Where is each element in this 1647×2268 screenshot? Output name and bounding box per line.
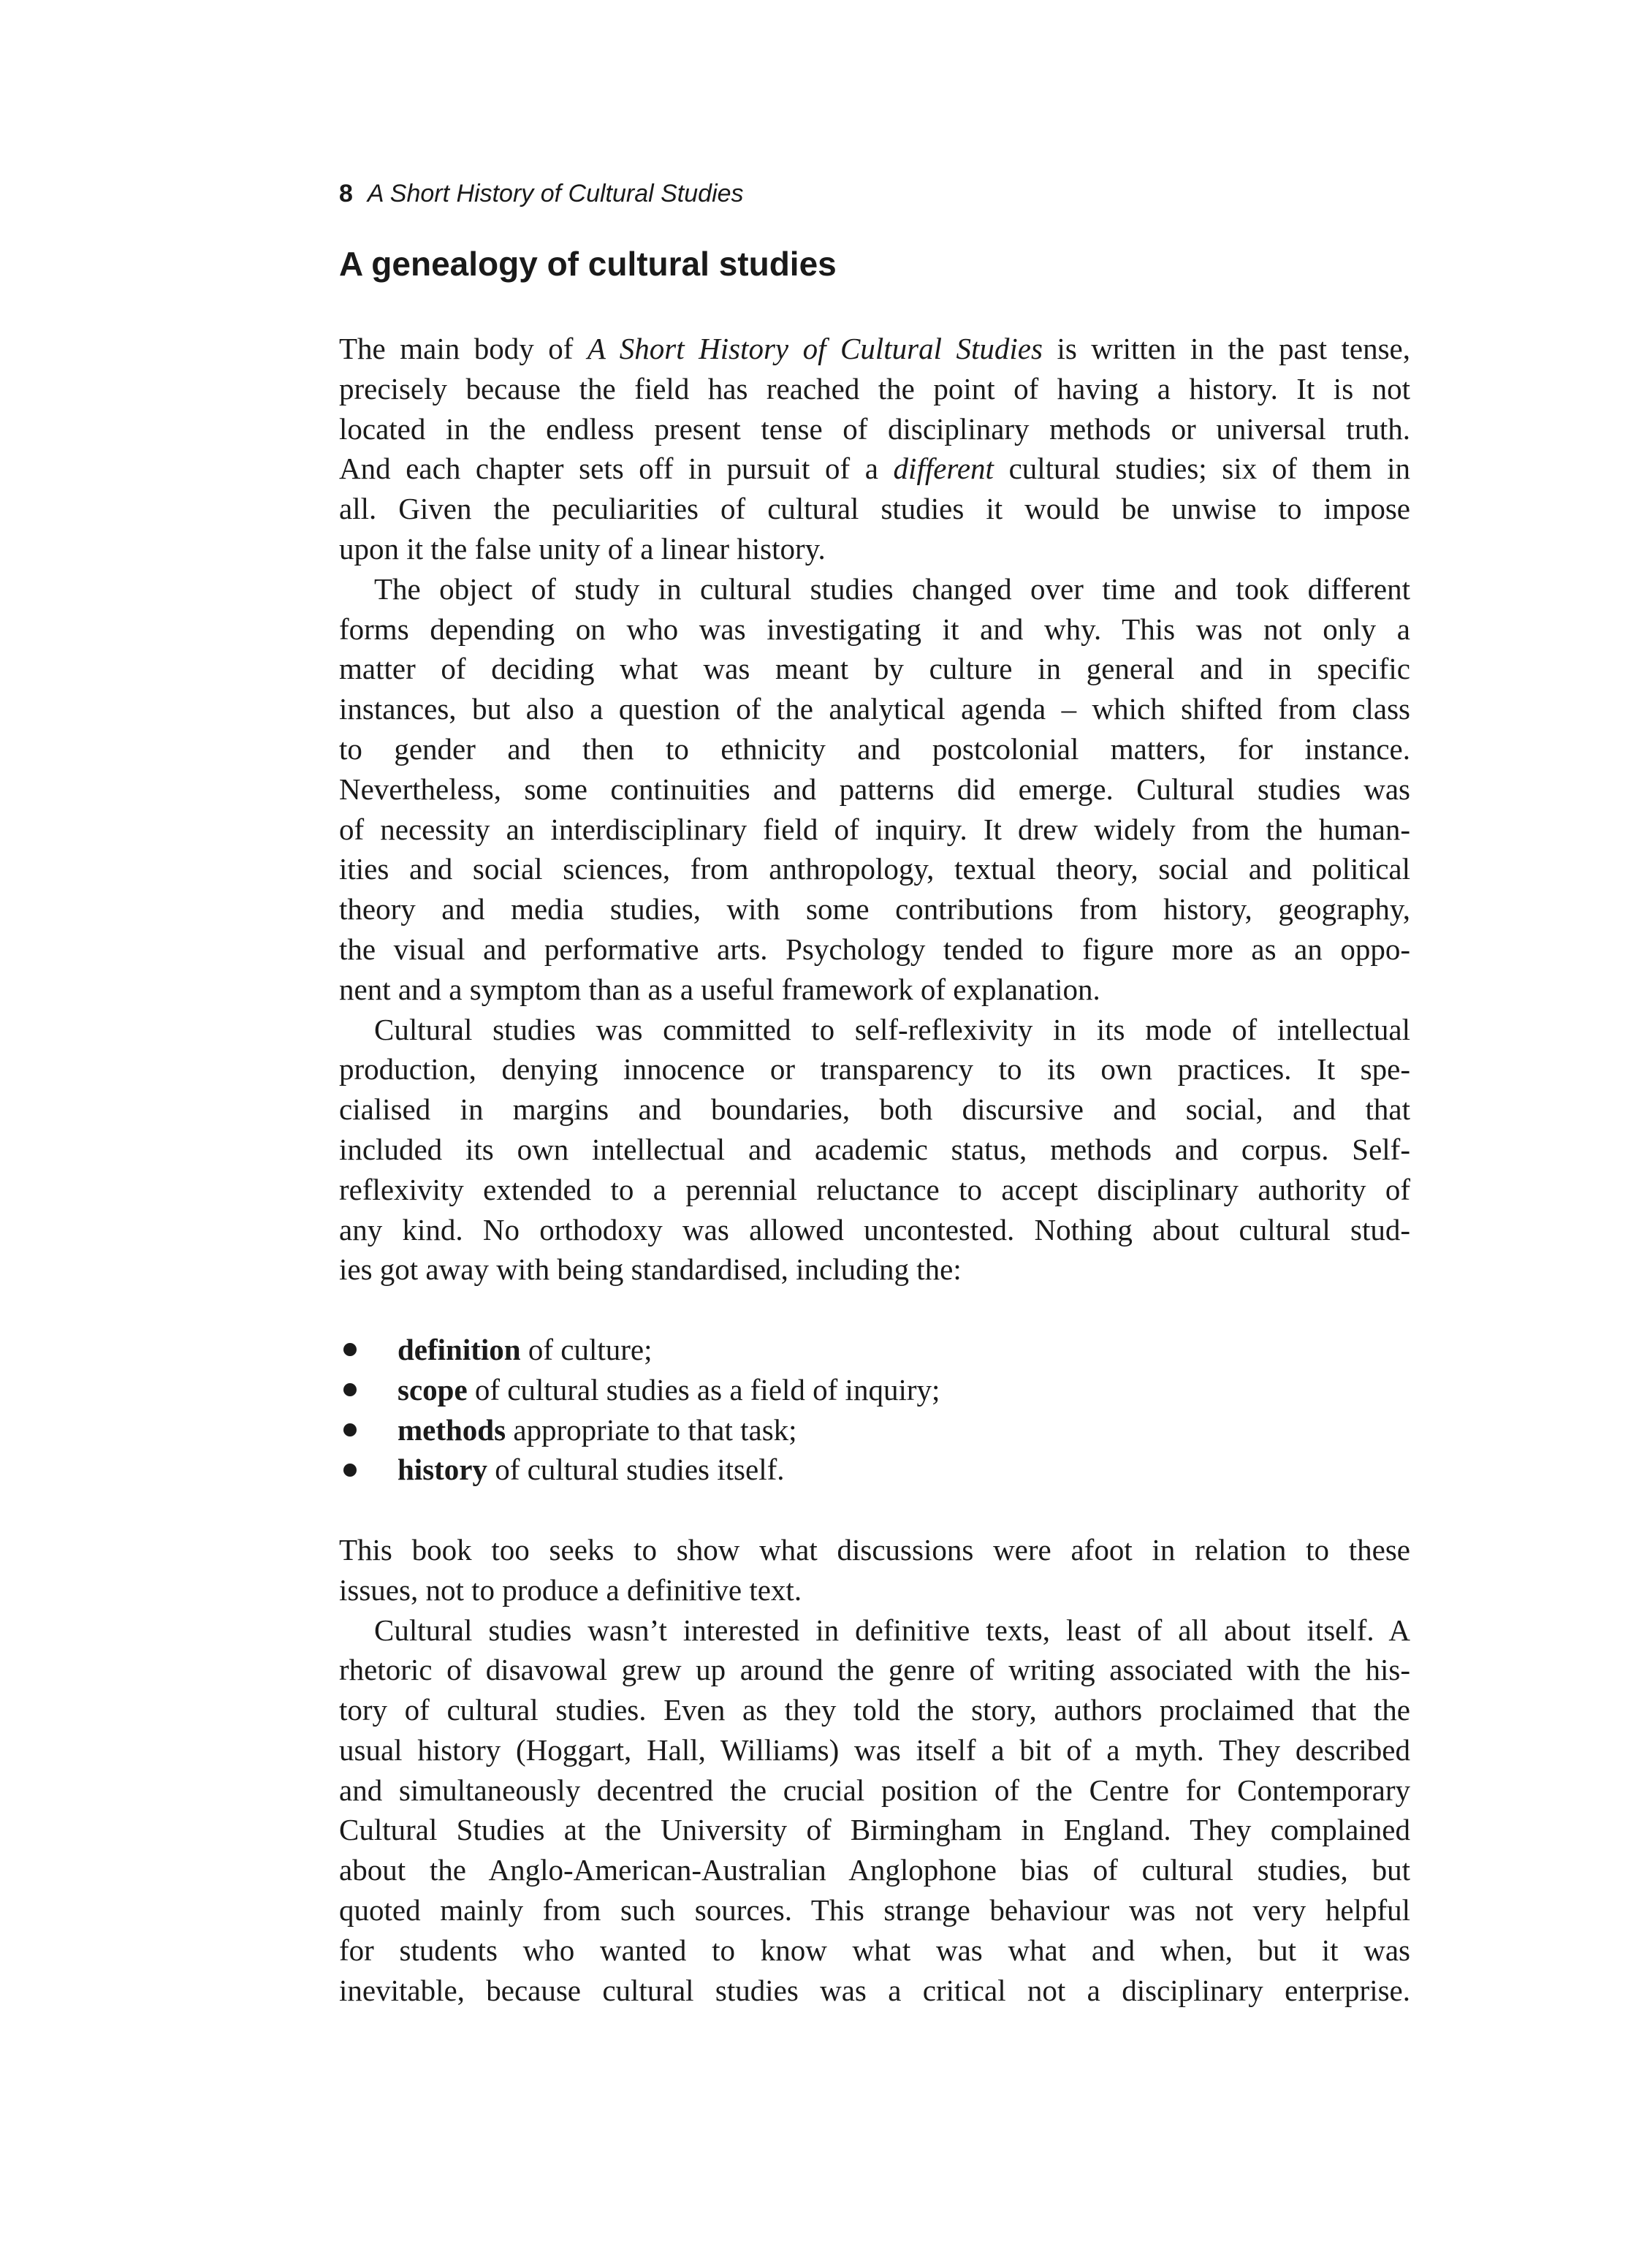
text-segment: The main body of (339, 332, 587, 365)
text-line (339, 1610, 1410, 1651)
bullet-icon (343, 1343, 357, 1356)
bullet-item (339, 1410, 1410, 1450)
bullet-term: definition (398, 1332, 521, 1366)
text-line (339, 1249, 1410, 1290)
text-segment: any kind. No orthodoxy was allowed uncontested. Nothing about cultural stud- (339, 1212, 1410, 1247)
text-segment: and simultaneously decentred the crucial position of the Centre for Contemporary (339, 1773, 1410, 1807)
spacer (339, 1290, 1410, 1330)
text-line (339, 970, 1410, 1010)
text-segment: usual history (Hoggart, Hall, Williams) was itself a bit of a myth. They described (339, 1732, 1410, 1767)
text-line (339, 849, 1410, 889)
page-number: 8 (339, 180, 353, 208)
text-segment: ities and social sciences, from anthropology, textual theory, social and political (339, 852, 1410, 886)
text-segment: Cultural Studies at the University of Birmingham in England. They complained (339, 1813, 1410, 1847)
text-line (339, 810, 1410, 850)
text-segment: ies got away with being standardised, including the: (339, 1252, 962, 1287)
paragraphs-group-2 (339, 1530, 1410, 2011)
text-segment: for students who wanted to know what was what and when, but it was (339, 1933, 1410, 1967)
text-line (339, 1089, 1410, 1130)
text-line (339, 449, 1410, 489)
text-segment: Cultural studies wasn’t interested in definitive texts, least of all about itself. A (374, 1613, 1410, 1647)
text-line (339, 1730, 1410, 1770)
bullet-list (339, 1330, 1410, 1490)
text-segment: all. Given the peculiarities of cultural studies it would be unwise to impose (339, 492, 1410, 526)
text-line (339, 1890, 1410, 1930)
text-segment: This book too seeks to show what discussions were afoot in relation to these (339, 1532, 1410, 1567)
bullet-text (398, 1330, 652, 1370)
text-segment: cialised in margins and boundaries, both discursive and social, and that (339, 1092, 1410, 1127)
text-line (339, 1810, 1410, 1850)
bullet-icon (343, 1383, 357, 1396)
text-segment: theory and media studies, with some contributions from history, geography, (339, 892, 1410, 926)
text-line (339, 409, 1410, 449)
text-line (339, 1570, 1410, 1610)
text-line (339, 489, 1410, 529)
text-segment: included its own intellectual and academic status, methods and corpus. Self- (339, 1132, 1410, 1166)
text-segment: about the Anglo-American-Australian Anglophone bias of cultural studies, but (339, 1853, 1410, 1887)
bullet-term: scope (398, 1372, 468, 1407)
text-segment: to gender and then to ethnicity and postcolonial matters, for instance. (339, 731, 1410, 766)
text-segment: instances, but also a question of the analytical agenda – which shifted from class (339, 692, 1410, 726)
text-line (339, 329, 1410, 369)
body-text (339, 329, 1410, 2010)
text-segment: quoted mainly from such sources. This strange behaviour was not very helpful (339, 1893, 1410, 1928)
text-line (339, 1530, 1410, 1570)
text-segment: is written in the past tense, (1042, 332, 1410, 365)
text-line (339, 1170, 1410, 1210)
text-line (339, 649, 1410, 689)
bullet-term: history (398, 1453, 487, 1487)
text-segment: inevitable, because cultural studies was a critical not a disciplinary enterprise. (339, 1973, 1410, 2007)
bullet-text (398, 1450, 785, 1490)
paragraphs-group-1 (339, 329, 1410, 1290)
running-header (339, 180, 744, 208)
book-title: A Short History of Cultural Studies (367, 180, 744, 208)
text-segment: cultural studies; six of them in (993, 452, 1410, 486)
text-segment: of necessity an interdisciplinary field of inquiry. It drew widely from the human- (339, 812, 1410, 846)
text-segment: Nevertheless, some continuities and patterns did emerge. Cultural studies was (339, 772, 1410, 806)
text-segment: The object of study in cultural studies changed over time and took different (374, 571, 1410, 606)
text-line (339, 1850, 1410, 1890)
text-line (339, 889, 1410, 929)
text-segment: upon it the false unity of a linear history. (339, 531, 826, 566)
text-segment: forms depending on who was investigating it and why. This was not only a (339, 612, 1410, 646)
bullet-rest: of culture; (520, 1332, 653, 1366)
text-segment: located in the endless present tense of disciplinary methods or universal truth. (339, 411, 1410, 446)
text-segment: precisely because the field has reached the point of having a history. It is not (339, 371, 1410, 406)
italic-text: different (893, 452, 994, 486)
text-line (339, 369, 1410, 409)
text-line (339, 1690, 1410, 1730)
text-segment: tory of cultural studies. Even as they told the story, authors proclaimed that the (339, 1693, 1410, 1727)
spacer (339, 1490, 1410, 1530)
section-heading: A genealogy of cultural studies (339, 245, 837, 283)
text-segment: Cultural studies was committed to self-reflexivity in its mode of intellectual (374, 1012, 1410, 1046)
text-line (339, 729, 1410, 769)
text-segment: the visual and performative arts. Psychology tended to figure more as an oppo- (339, 932, 1410, 966)
text-line (339, 1010, 1410, 1050)
text-line (339, 1210, 1410, 1250)
text-line (339, 769, 1410, 810)
text-line (339, 1770, 1410, 1811)
bullet-item (339, 1370, 1410, 1410)
text-line (339, 569, 1410, 609)
text-line (339, 1971, 1410, 2011)
bullet-rest: of cultural studies as a field of inquiry; (467, 1372, 940, 1407)
bullet-icon (343, 1464, 357, 1477)
bullet-term: methods (398, 1412, 506, 1447)
italic-text: A Short History of Cultural Studies (587, 332, 1043, 365)
bullet-rest: of cultural studies itself. (487, 1453, 785, 1487)
text-segment: And each chapter sets off in pursuit of a (339, 452, 894, 486)
bullet-text (398, 1410, 797, 1450)
bullet-item (339, 1450, 1410, 1490)
text-segment: reflexivity extended to a perennial reluctance to accept disciplinary authority of (339, 1172, 1410, 1206)
bullet-rest: appropriate to that task; (506, 1412, 797, 1447)
text-line (339, 1049, 1410, 1089)
text-segment: rhetoric of disavowal grew up around the genre of writing associated with the his- (339, 1653, 1410, 1687)
text-line (339, 929, 1410, 970)
bullet-text (398, 1370, 940, 1410)
bullet-icon (343, 1423, 357, 1436)
text-line (339, 1650, 1410, 1690)
text-line (339, 1930, 1410, 1971)
text-segment: issues, not to produce a definitive text. (339, 1572, 802, 1607)
text-line (339, 689, 1410, 729)
text-line (339, 529, 1410, 569)
bullet-item (339, 1330, 1410, 1370)
text-line (339, 1130, 1410, 1170)
text-segment: matter of deciding what was meant by culture in general and in specific (339, 652, 1410, 686)
text-line (339, 609, 1410, 650)
text-segment: nent and a symptom than as a useful framework of explanation. (339, 972, 1100, 1006)
text-segment: production, denying innocence or transparency to its own practices. It spe- (339, 1052, 1410, 1087)
